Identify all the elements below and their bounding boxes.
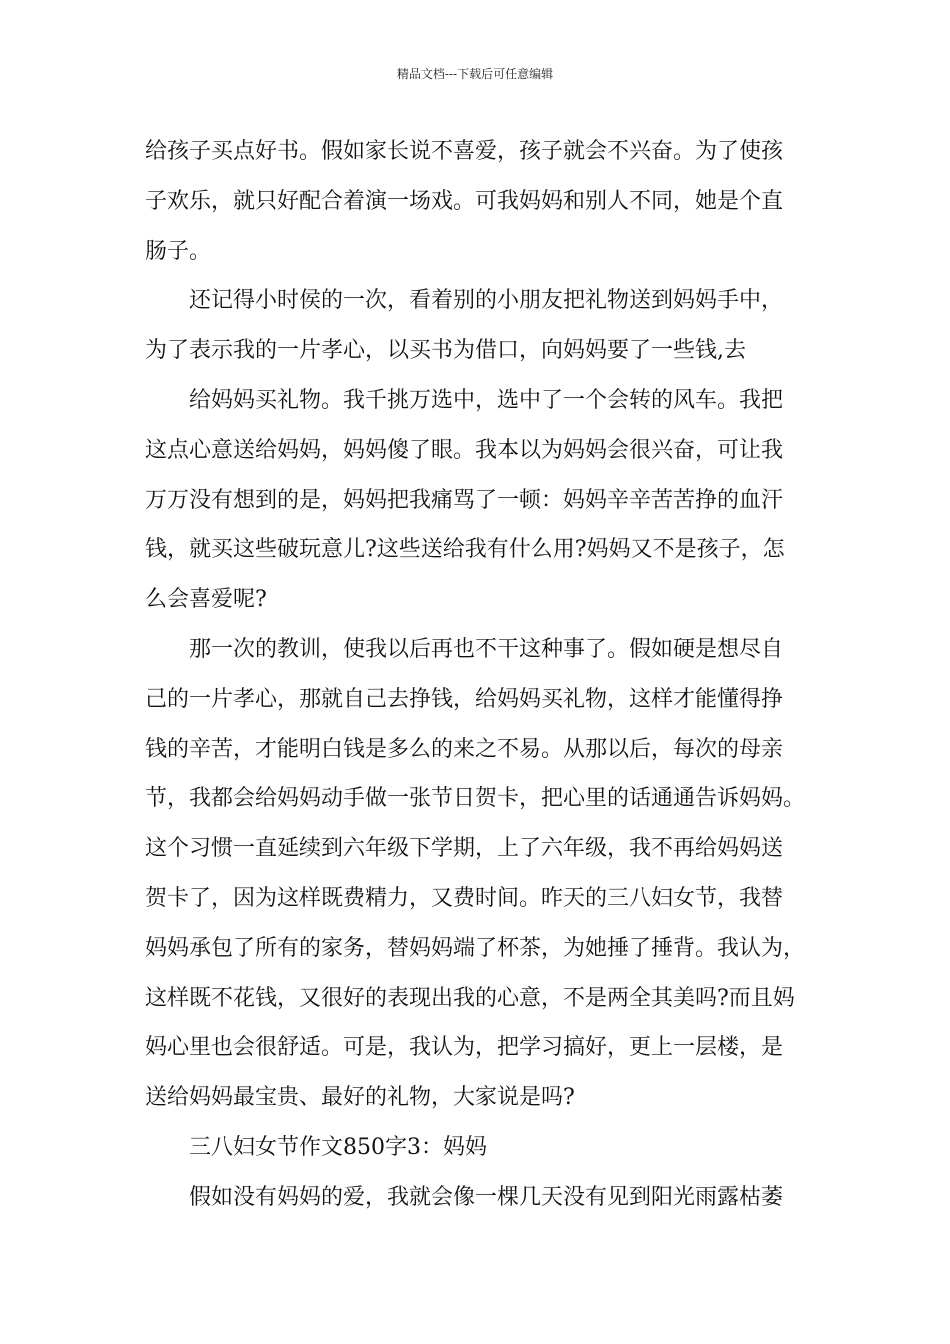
text-line: 给妈妈买礼物。我千挑万选中，选中了一个会转的风车。我把 (189, 387, 784, 413)
page-header: 精品文档---下载后可任意编辑 (396, 67, 554, 81)
text-line: 这个习惯一直延续到六年级下学期，上了六年级，我不再给妈妈送 (145, 836, 784, 862)
text-line: 假如没有妈妈的爱，我就会像一棵几天没有见到阳光雨露枯萎 (189, 1184, 784, 1210)
text-line: 妈妈承包了所有的家务，替妈妈端了杯茶，为她捶了捶背。我认为， (145, 935, 806, 961)
section-heading: 三八妇女节作文850字3：妈妈 (189, 1134, 487, 1160)
text-line: 子欢乐，就只好配合着演一场戏。可我妈妈和别人不同，她是个直 (145, 188, 784, 214)
document-body (145, 127, 815, 1223)
text-line: 这点心意送给妈妈，妈妈傻了眼。我本以为妈妈会很兴奋，可让我 (145, 437, 784, 463)
text-line: 钱，就买这些破玩意儿?这些送给我有什么用?妈妈又不是孩子，怎 (145, 537, 785, 563)
text-line: 钱的辛苦，才能明白钱是多么的来之不易。从那以后，每次的母亲 (145, 736, 784, 762)
text-line: 贺卡了，因为这样既费精力，又费时间。昨天的三八妇女节，我替 (145, 885, 784, 911)
text-line: 那一次的教训，使我以后再也不干这种事了。假如硬是想尽自 (189, 636, 784, 662)
text-line: 妈心里也会很舒适。可是，我认为，把学习搞好，更上一层楼，是 (145, 1035, 784, 1061)
text-line: 给孩子买点好书。假如家长说不喜爱，孩子就会不兴奋。为了使孩 (145, 139, 784, 164)
text-line: 节，我都会给妈妈动手做一张节日贺卡，把心里的话通通告诉妈妈。 (145, 786, 806, 812)
text-line: 这样既不花钱，又很好的表现出我的心意，不是两全其美吗?而且妈 (145, 985, 795, 1011)
text-line: 送给妈妈最宝贵、最好的礼物，大家说是吗? (145, 1085, 575, 1111)
text-line: 己的一片孝心，那就自己去挣钱，给妈妈买礼物，这样才能懂得挣 (145, 686, 784, 712)
text-line: 还记得小时侯的一次，看着别的小朋友把礼物送到妈妈手中， (189, 288, 784, 314)
text-line: 万万没有想到的是，妈妈把我痛骂了一顿：妈妈辛辛苦苦挣的血汗 (145, 487, 784, 513)
text-line: 么会喜爱呢? (145, 587, 267, 613)
text-line: 为了表示我的一片孝心，以买书为借口，向妈妈要了一些钱,去 (145, 338, 746, 364)
text-line: 肠子。 (145, 238, 212, 264)
